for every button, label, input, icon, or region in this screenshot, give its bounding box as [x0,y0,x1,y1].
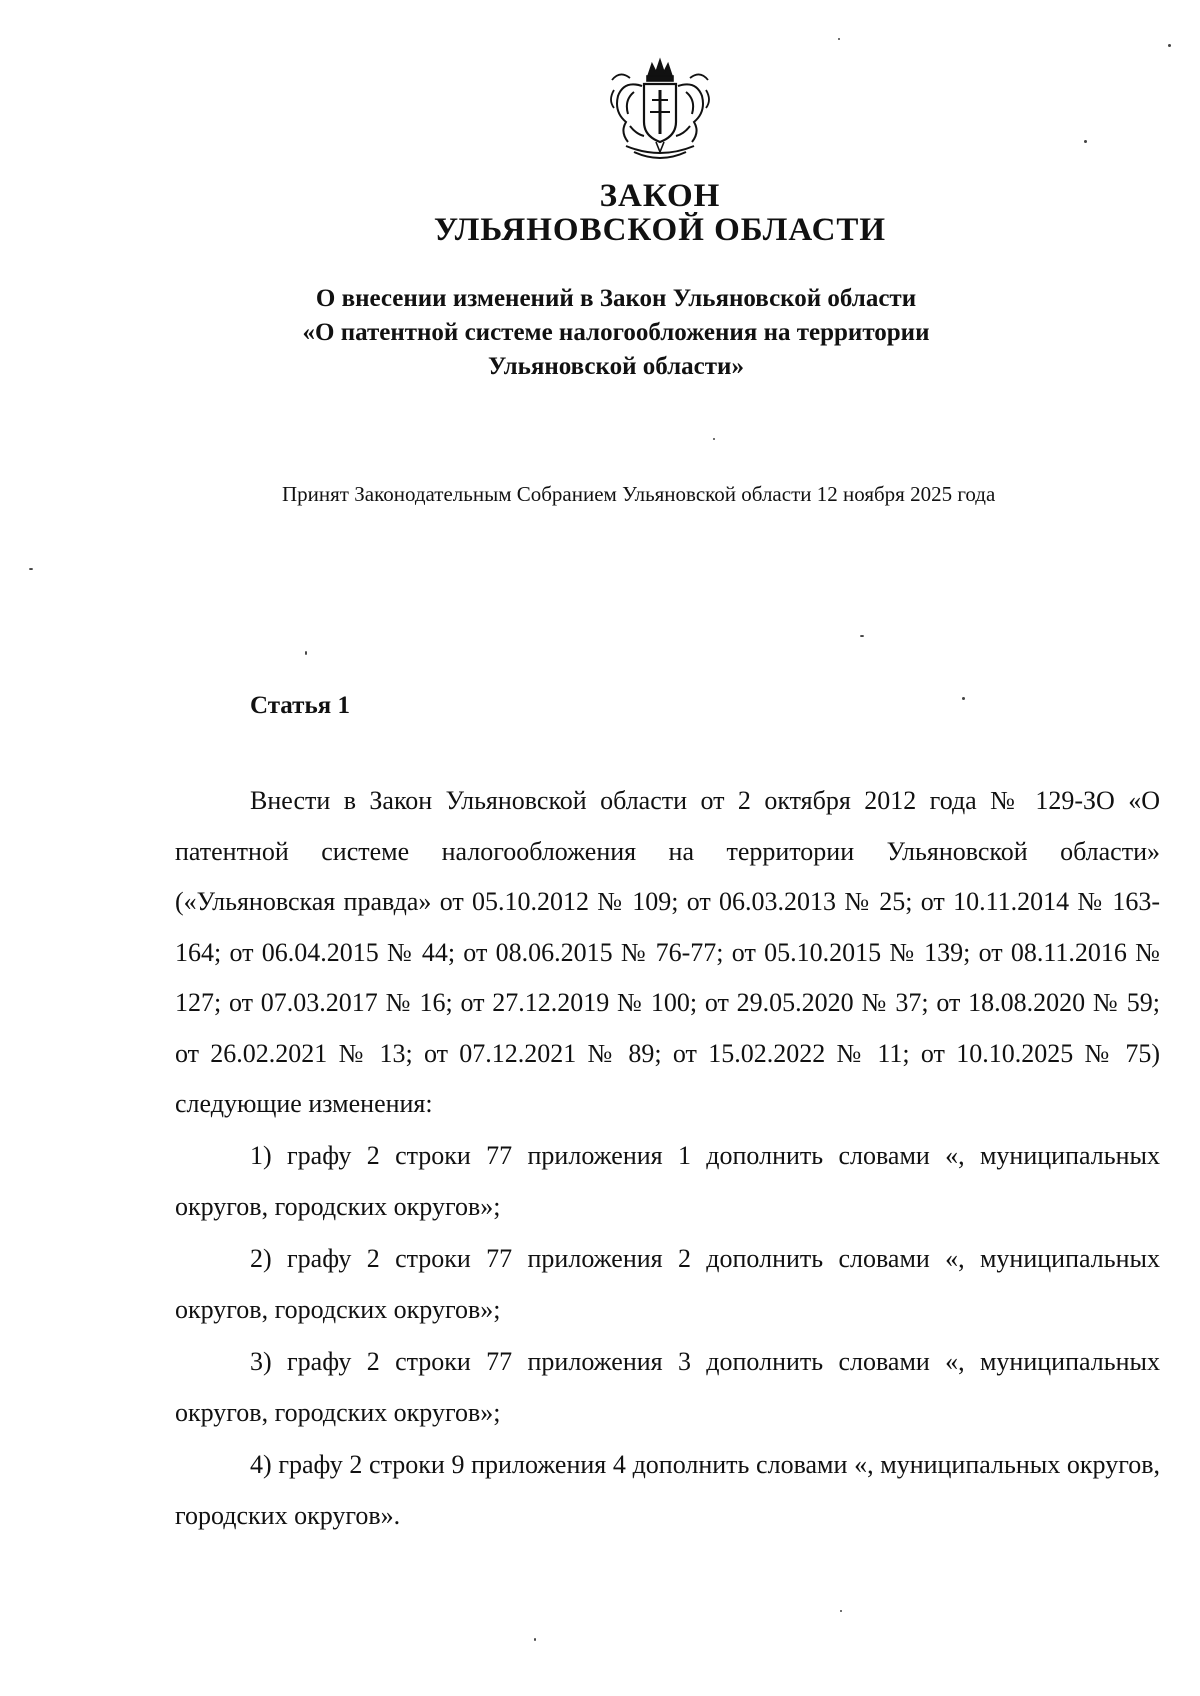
scan-speck [838,38,840,40]
scan-speck [1084,140,1087,143]
scan-speck [1168,44,1171,47]
coat-of-arms-icon [604,56,716,164]
scan-speck [840,1610,842,1612]
amendment-item: 2) графу 2 строки 77 приложения 2 дополнить словами «, муниципальных округов, городских округов»; [175,1243,1160,1324]
law-title-line1: ЗАКОН [599,178,721,214]
article-intro-paragraph: Внести в Закон Ульяновской области от 2 октября 2012 года № 129-ЗО «О патентной системе налогообложения на территории Ульяновской области» («Ульяновская правда» от 05.10.2012 № 109; от 06.03.2013 № 25; от 10.11.2014 № 163-164; от 06.04.2015 № 44; от 08.06.2015 № 76-77; от 05.10.2015 № 139; от 08.11.2016 № 127; от 07.03.2017 № 16; от 27.12.2019 № 100; от 29.05.2020 № 37; от 18.08.2020 № 59; от 26.02.2021 № 13; от 07.12.2021 № 89; от 15.02.2022 № 11; от 10.10.2025 № 75) следующие изменения: [175,786,1160,1118]
scan-speck [29,568,33,570]
article-body [175,776,1160,1542]
article-heading: Статья 1 [250,692,350,719]
adoption-note: Принят Законодательным Собранием Ульяновской области 12 ноября 2025 года [282,482,996,506]
law-title-line2: УЛЬЯНОВСКОЙ ОБЛАСТИ [433,212,887,248]
scan-speck [860,635,864,637]
law-subject [0,282,1200,384]
scan-speck [962,697,965,700]
law-subject-line: Ульяновской области» [488,353,744,380]
amendment-item: 3) графу 2 строки 77 приложения 3 дополнить словами «, муниципальных округов, городских округов»; [175,1346,1160,1427]
law-subject-line: «О патентной системе налогообложения на территории [302,319,930,346]
scan-speck [305,651,307,655]
amendment-item: 4) графу 2 строки 9 приложения 4 дополнить словами «, муниципальных округов, городских округов». [175,1449,1160,1530]
amendment-item: 1) графу 2 строки 77 приложения 1 дополнить словами «, муниципальных округов, городских округов»; [175,1140,1160,1221]
scan-speck [713,438,715,440]
scan-speck [534,1638,536,1641]
law-subject-line: О внесении изменений в Закон Ульяновской области [315,285,917,312]
